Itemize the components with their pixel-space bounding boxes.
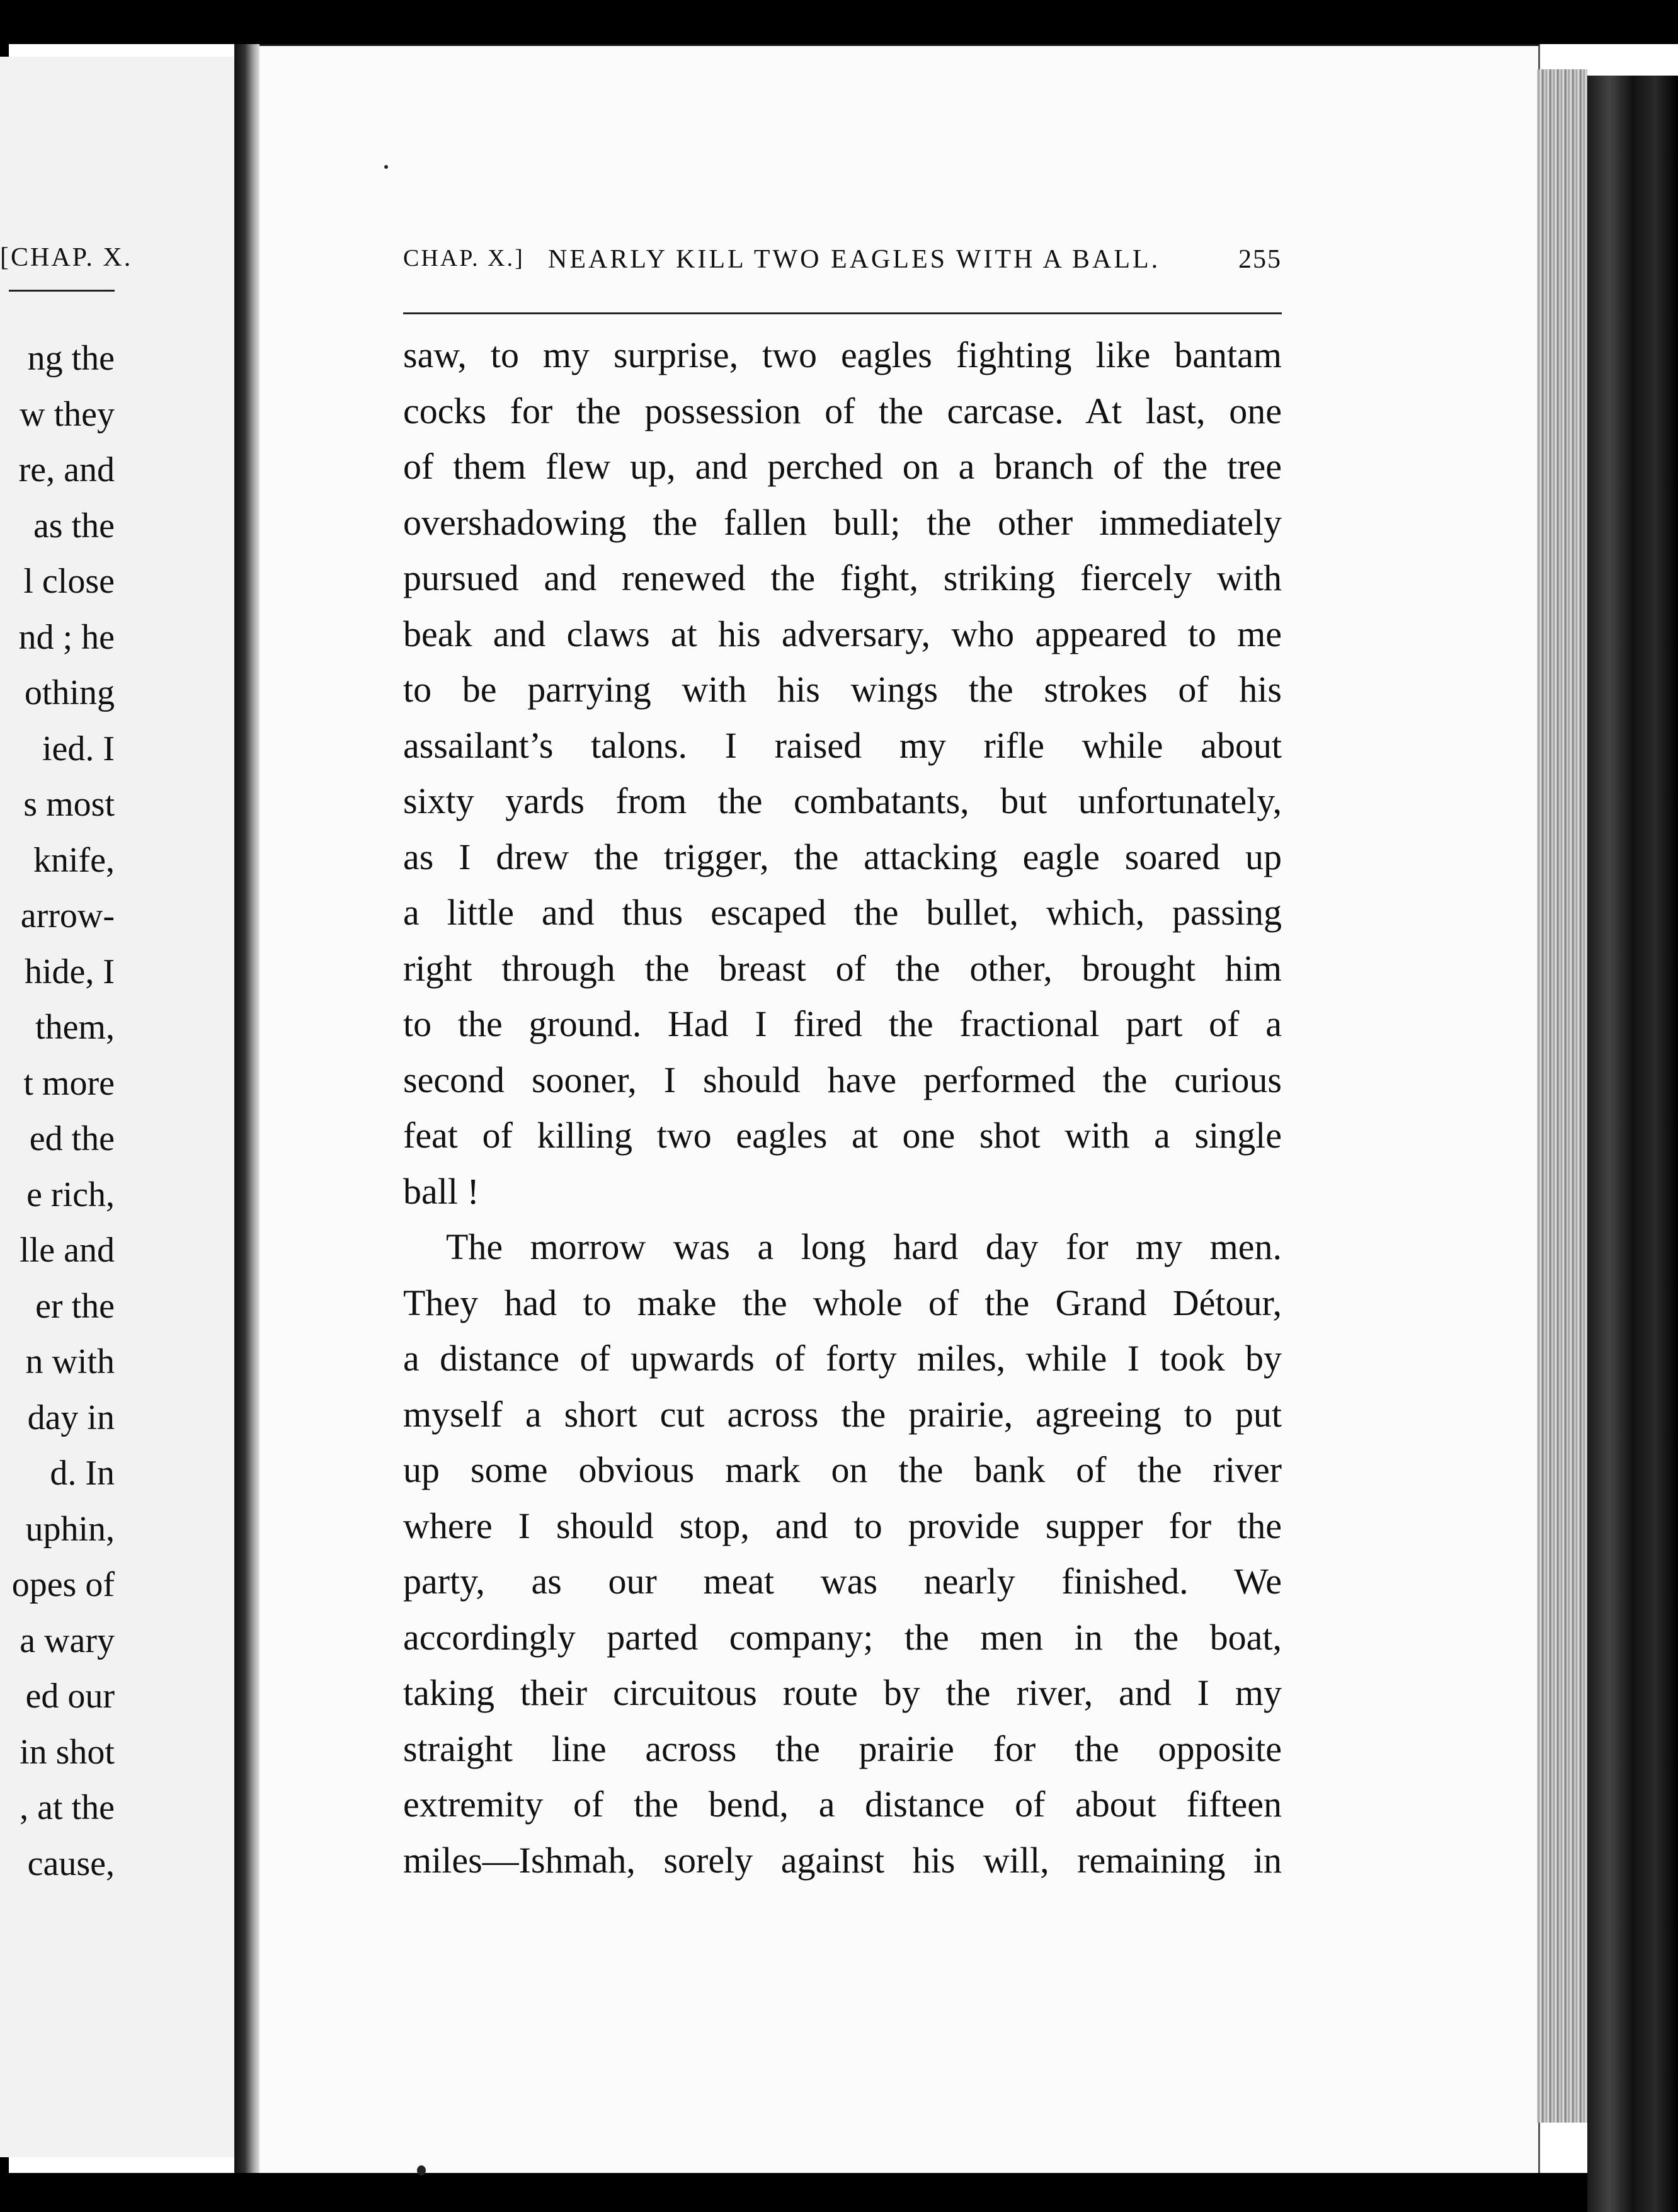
text-line: They had to make the whole of the Grand Détour,	[403, 1282, 1282, 1323]
left-line: re, and	[18, 450, 115, 489]
text-line: a little and thus escaped the bullet, which, passing	[403, 892, 1282, 933]
text-line: where I should stop, and to provide supper for the	[403, 1505, 1282, 1546]
left-line: hide, I	[24, 952, 115, 991]
running-head-title: NEARLY KILL TWO EAGLES WITH A BALL.	[548, 245, 1161, 274]
text-line: a distance of upwards of forty miles, while I took by	[403, 1338, 1282, 1379]
left-line: opes of	[11, 1565, 115, 1604]
running-head	[403, 244, 1282, 282]
text-line: ball !	[403, 1170, 479, 1212]
text-line: accordingly parted company; the men in the boat,	[403, 1616, 1282, 1658]
text-line: party, as our meat was nearly finished. We	[403, 1561, 1282, 1602]
left-line: l close	[23, 562, 115, 601]
text-line: cocks for the possession of the carcase. At last, one	[403, 390, 1282, 431]
text-line: up some obvious mark on the bank of the river	[403, 1449, 1282, 1490]
text-line: beak and claws at his adversary, who appeared to me	[403, 613, 1282, 654]
text-line: to the ground. Had I fired the fractional part of a	[403, 1003, 1282, 1044]
left-line: as the	[33, 506, 115, 545]
text-line: second sooner, I should have performed the curious	[403, 1059, 1282, 1100]
left-line: uphin,	[25, 1509, 115, 1549]
left-line: a wary	[20, 1621, 115, 1660]
left-line: s most	[23, 785, 115, 824]
left-line: day in	[27, 1398, 115, 1437]
left-line: ed the	[29, 1119, 115, 1158]
text-line: The morrow was a long hard day for my men.	[446, 1226, 1282, 1267]
left-page-text	[0, 331, 115, 1891]
text-line: as I drew the trigger, the attacking eagle soared up	[403, 836, 1282, 877]
left-line: , at the	[20, 1788, 115, 1827]
left-line: them,	[35, 1008, 115, 1047]
text-line: saw, to my surprise, two eagles fighting like bantam	[403, 334, 1282, 375]
scan-speck	[417, 2165, 426, 2175]
book-gutter	[234, 44, 261, 2179]
left-line: nd ; he	[18, 617, 115, 657]
left-line: ed our	[25, 1677, 115, 1716]
chapter-label: CHAP. X.]	[403, 245, 525, 271]
text-line: right through the breast of the other, brought him	[403, 947, 1282, 989]
page-edges	[1537, 69, 1587, 2123]
text-line: sixty yards from the combatants, but unfortunately,	[403, 780, 1282, 821]
scan-bottom-border	[0, 2173, 1587, 2212]
text-line: feat of killing two eagles at one shot with a single	[403, 1115, 1282, 1156]
scan-speck	[384, 165, 388, 169]
text-line: taking their circuitous route by the river, and I my	[403, 1672, 1282, 1713]
left-line: w they	[20, 394, 115, 434]
text-line: to be parrying with his wings the strokes of his	[403, 669, 1282, 710]
left-line: t more	[23, 1063, 115, 1103]
left-line: knife,	[33, 840, 115, 880]
left-line: in shot	[20, 1732, 115, 1772]
text-line: overshadowing the fallen bull; the other immediately	[403, 501, 1282, 543]
left-line: arrow-	[20, 896, 115, 935]
left-line: e rich,	[26, 1175, 115, 1214]
left-line: lle and	[20, 1231, 115, 1270]
book-spine	[1587, 76, 1678, 2212]
page-number: 255	[1238, 245, 1282, 274]
left-line: ng the	[27, 339, 115, 378]
text-line: miles—Ishmah, sorely against his will, remaining in	[403, 1839, 1282, 1881]
left-line: othing	[24, 673, 115, 712]
text-line: pursued and renewed the fight, striking fiercely with	[403, 557, 1282, 598]
left-line: ied. I	[42, 729, 115, 768]
running-head-rule	[403, 312, 1282, 314]
left-page-running-head: [CHAP. X.	[0, 243, 133, 272]
body-text	[403, 328, 1282, 1888]
left-line: cause,	[27, 1844, 115, 1883]
text-line: assailant’s talons. I raised my rifle while about	[403, 724, 1282, 766]
text-line: straight line across the prairie for the opposite	[403, 1728, 1282, 1769]
text-line: of them flew up, and perched on a branch of the tree	[403, 446, 1282, 487]
left-line: n with	[25, 1342, 115, 1381]
left-line: er the	[35, 1286, 115, 1326]
scan-top-border	[0, 0, 1678, 44]
left-page-head-rule	[9, 290, 115, 292]
text-line: myself a short cut across the prairie, agreeing to put	[403, 1393, 1282, 1435]
left-line: d. In	[50, 1454, 115, 1493]
text-line: extremity of the bend, a distance of about fifteen	[403, 1784, 1282, 1825]
